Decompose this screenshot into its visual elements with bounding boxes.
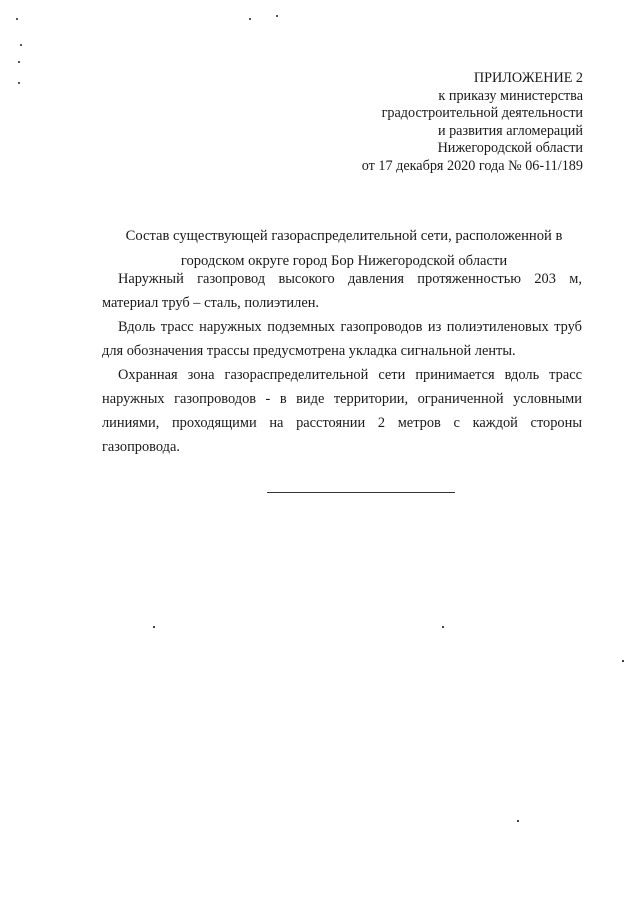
scan-speck bbox=[517, 820, 519, 822]
scan-speck bbox=[442, 626, 444, 628]
document-body bbox=[102, 268, 582, 460]
scan-speck bbox=[249, 18, 251, 20]
scan-speck bbox=[18, 82, 20, 84]
appendix-title: ПРИЛОЖЕНИЕ 2 bbox=[473, 70, 583, 86]
appendix-line: градостроительной деятельности bbox=[381, 105, 583, 121]
scan-speck bbox=[622, 660, 624, 662]
title-line: Состав существующей газораспределительной сети, расположенной в bbox=[125, 228, 563, 244]
scan-speck bbox=[16, 18, 18, 20]
body-paragraph: Вдоль трасс наружных подземных газопроводов из полиэтиленовых труб для обозначения трассы предусмотрена укладка сигнальной ленты. bbox=[102, 319, 582, 359]
scan-speck bbox=[18, 61, 20, 63]
body-paragraph: Наружный газопровод высокого давления протяженностью 203 м, материал труб – сталь, полиэтилен. bbox=[102, 271, 582, 311]
appendix-line: Нижегородской области bbox=[437, 140, 583, 156]
appendix-order-date: от 17 декабря 2020 года № 06-11/189 bbox=[361, 157, 583, 174]
document-title bbox=[100, 224, 588, 274]
signature-divider bbox=[267, 492, 455, 493]
title-line: городском округе город Бор Нижегородской области bbox=[180, 253, 508, 269]
appendix-line: к приказу министерства bbox=[438, 87, 583, 104]
appendix-line: и развития агломераций bbox=[437, 122, 583, 139]
scan-speck bbox=[20, 44, 22, 46]
appendix-header bbox=[362, 70, 583, 175]
scan-speck bbox=[276, 15, 278, 17]
body-paragraph: Охранная зона газораспределительной сети принимается вдоль трасс наружных газопроводов - в виде территории, ограниченной условными линиями, проходящими на расстоянии 2 метров с каждой стороны газопровода. bbox=[102, 367, 582, 455]
scan-speck bbox=[153, 626, 155, 628]
